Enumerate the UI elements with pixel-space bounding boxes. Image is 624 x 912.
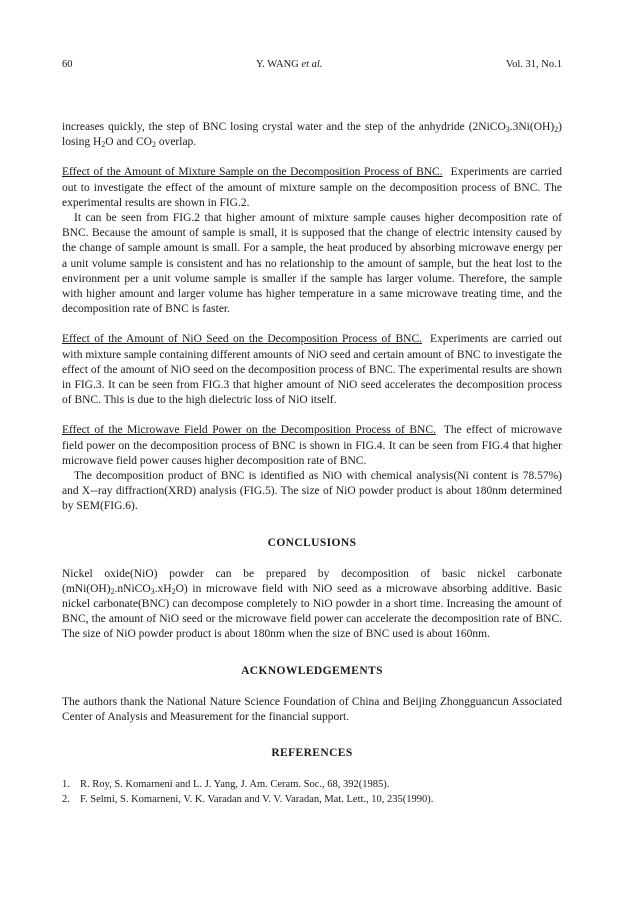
reference-list xyxy=(62,777,562,807)
page-number: 60 xyxy=(62,59,73,70)
volume-info: Vol. 31, No.1 xyxy=(505,59,562,70)
acknowledgements-heading: ACKNOWLEDGEMENTS xyxy=(241,664,383,677)
conclusions-paragraph: Nickel oxide(NiO) powder can be prepared by decomposition of basic nickel carbonate $(mNi(OH)_2.nNiCO_3.xH_2O)$ in microwave field with NiO seed as a microwave absorbing additive. Basic nickel carbonate(BNC) can decompose completely to NiO powder in a short time. Increasing the amount of BNC, the amount of NiO seed or the microwave field power can accelerate the decomposition rate of BNC. The size of NiO powder product is about 180nm when the size of BNC used is about 160nm. xyxy=(62,567,562,641)
acknowledgements-paragraph: The authors thank the National Nature Science Foundation of China and Beijing Zhongguancun Associated Center of Analysis and Measurement for the financial support. xyxy=(62,695,562,723)
intro-paragraph: increases quickly, the step of BNC losing crystal water and the step of the anhydride $(2NiCO_3.3Ni(OH)_2)$ losing $H_2O$ and $CO_2$ overlap. xyxy=(62,121,562,150)
seed-section-heading: Effect of the Amount of NiO Seed on the Decomposition Process of BNC. xyxy=(62,333,423,346)
reference-item: 1. R. Roy, S. Komarneni and L. J. Yang, J. Am. Ceram. Soc., 68, 392(1985). xyxy=(62,779,390,791)
power-section-paragraph: Effect of the Microwave Field Power on the Decomposition Process of BNC. The effect of microwave field power on the decomposition process of BNC is shown in FIG.4. It can be seen from FIG.4 that higher microwave field power causes higher decomposition rate of BNC. xyxy=(62,424,562,467)
mixture-section-heading: Effect of the Amount of Mixture Sample on the Decomposition Process of BNC. xyxy=(62,166,443,179)
reference-item: 2. F. Selmi, S. Komarneni, V. K. Varadan and V. V. Varadan, Mat. Lett., 10, 235(1990). xyxy=(62,794,434,806)
product-identification-paragraph: The decomposition product of BNC is identified as NiO with chemical analysis(Ni content is 78.57%) and X--ray diffraction(XRD) analysis (FIG.5). The size of NiO powder product is about 180nm determined by SEM(FIG.6). xyxy=(62,470,562,513)
mixture-section-paragraph: Effect of the Amount of Mixture Sample on the Decomposition Process of BNC. Experiments are carried out to investigate the effect of the amount of mixture sample on the decomposition process of BNC. The experimental results are shown in FIG.2. xyxy=(62,166,562,209)
journal-page xyxy=(62,58,562,807)
seed-section-paragraph: Effect of the Amount of NiO Seed on the Decomposition Process of BNC. Experiments are carried out with mixture sample containing different amounts of NiO seed and certain amount of BNC to investigate the effect of the amount of NiO seed on the decomposition process of BNC. The experimental results are shown in FIG.3. It can be seen from FIG.3 that higher amount of NiO seed accelerates the decomposition process of BNC. This is due to the high dielectric loss of NiO itself. xyxy=(62,333,562,407)
running-title-author: Y. WANG xyxy=(255,59,299,70)
references-heading: REFERENCES xyxy=(271,747,353,760)
power-section-heading: Effect of the Microwave Field Power on the Decomposition Process of BNC. xyxy=(62,424,436,437)
conclusions-heading: CONCLUSIONS xyxy=(267,536,357,549)
running-title-etal: et al. xyxy=(301,59,323,70)
running-header xyxy=(62,58,562,72)
running-title xyxy=(256,58,322,72)
mixture-discussion-paragraph: It can be seen from FIG.2 that higher amount of mixture sample causes higher decomposition rate of BNC. Because the amount of sample is small, it is supposed that the change of electric intensity caused by the change of sample amount is small. For a sample, the heat produced by absorbing microwave energy per a unit volume sample is consistent and has no relationship to the amount of sample, but the heat lost to the environment per a unit volume sample is smaller if the sample has larger volume. Therefore, the sample with higher amount and larger volume has higher temperature in a same microwave treating time, and the decomposition rate of BNC is faster. xyxy=(62,212,562,316)
